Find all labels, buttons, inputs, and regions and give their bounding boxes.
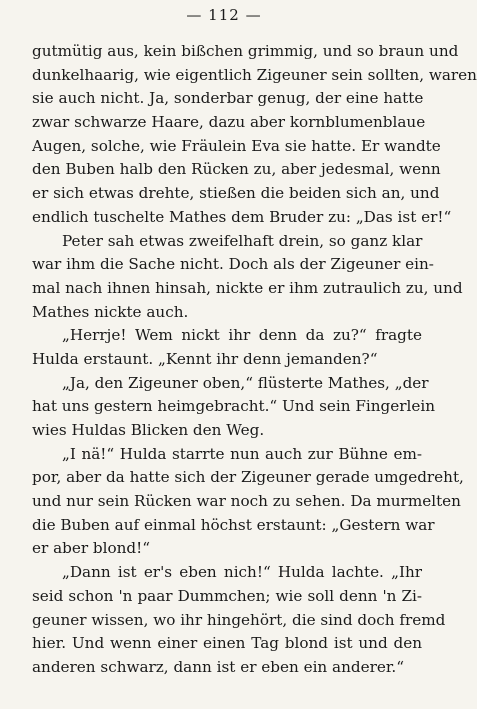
- text-line: sie auch nicht. Ja, sonderbar genug, der eine hatte: [32, 89, 424, 108]
- text-line: „I nä!“ Hulda starrte nun auch zur Bühne em-: [62, 444, 422, 463]
- text-line: Augen, solche, wie Fräulein Eva sie hatte. Er wandte: [32, 136, 441, 155]
- text-line: die Buben auf einmal höchst erstaunt: „Gestern war: [32, 515, 435, 534]
- text-line: „Herrje! Wem nickt ihr denn da zu?“ fragte: [62, 326, 422, 345]
- text-line: wies Huldas Blicken den Weg.: [32, 421, 265, 439]
- body-text: [32, 40, 477, 680]
- text-line: „Ja, den Zigeuner oben,“ flüsterte Mathes, „der: [62, 373, 429, 392]
- text-line: Mathes nickte auch.: [32, 302, 189, 321]
- text-line: dunkelhaarig, wie eigentlich Zigeuner sein sollten, waren: [32, 65, 477, 84]
- page-number: — 112 —: [186, 6, 262, 24]
- text-line: gutmütig aus, kein bißchen grimmig, und so braun und: [32, 42, 459, 60]
- text-line: Peter sah etwas zweifelhaft drein, so ganz klar: [62, 231, 423, 250]
- text-line: endlich tuschelte Mathes dem Bruder zu: „Das ist er!“: [32, 207, 452, 226]
- text-line: seid schon 'n paar Dummchen; wie soll denn 'n Zi-: [32, 586, 422, 605]
- text-line: mal nach ihnen hinsah, nickte er ihm zutraulich zu, und: [32, 278, 463, 297]
- text-line: anderen schwarz, dann ist er eben ein anderer.“: [32, 657, 405, 676]
- text-line: zwar schwarze Haare, dazu aber kornblumenblaue: [32, 113, 426, 132]
- text-line: hier. Und wenn einer einen Tag blond ist und den: [32, 634, 422, 653]
- text-line: war ihm die Sache nicht. Doch als der Zigeuner ein-: [32, 255, 434, 274]
- text-line: er sich etwas drehte, stießen die beiden sich an, und: [32, 184, 440, 203]
- text-line: und nur sein Rücken war noch zu sehen. Da murmelten: [32, 492, 461, 511]
- text-line: por, aber da hatte sich der Zigeuner gerade umgedreht,: [32, 468, 464, 487]
- text-line: hat uns gestern heimgebracht.“ Und sein Fingerlein: [32, 397, 436, 416]
- text-line: er aber blond!“: [32, 539, 151, 558]
- text-line: geuner wissen, wo ihr hingehört, die sind doch fremd: [32, 610, 446, 629]
- text-line: „Dann ist er's eben nich!“ Hulda lachte. „Ihr: [62, 563, 422, 582]
- text-line: den Buben halb den Rücken zu, aber jedesmal, wenn: [32, 160, 441, 179]
- text-line: Hulda erstaunt. „Kennt ihr denn jemanden?“: [32, 349, 378, 368]
